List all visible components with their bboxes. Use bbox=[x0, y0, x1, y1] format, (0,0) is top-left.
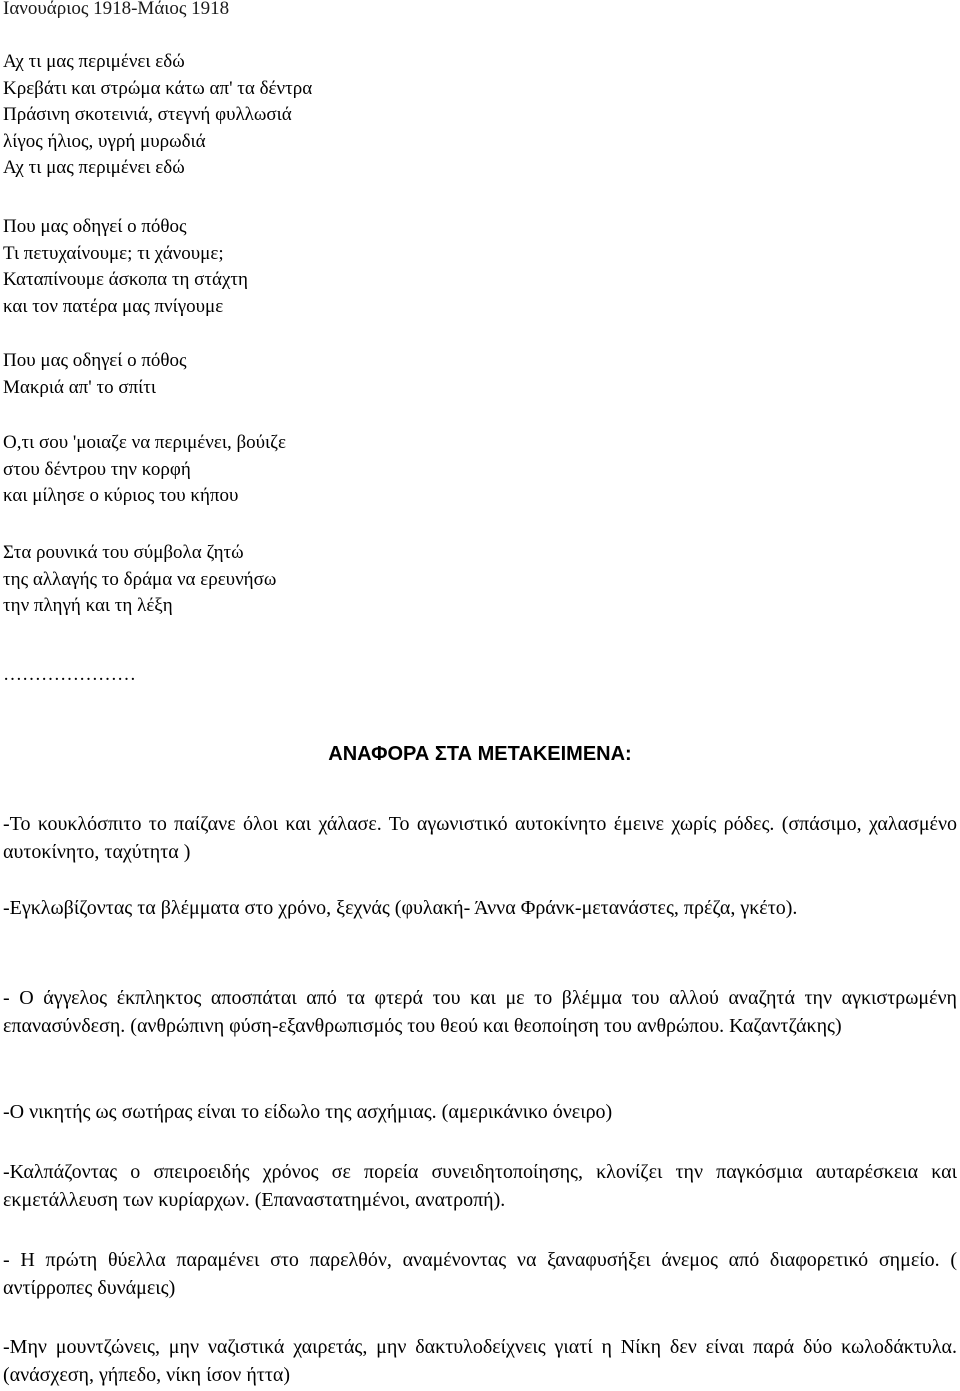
poem-line: Καταπίνουμε άσκοπα τη στάχτη bbox=[3, 269, 248, 291]
poem-line: Που μας οδηγεί ο πόθος bbox=[3, 350, 187, 371]
poem-line: και τον πατέρα μας πνίγουμε bbox=[3, 295, 224, 317]
references-heading: ΑΝΑΦΟΡΑ ΣΤΑ ΜΕΤΑΚΕΙΜΕΝΑ: bbox=[328, 743, 632, 765]
date-range-header: Ιανουάριος 1918-Μάιος 1918 bbox=[3, 0, 230, 19]
reference-paragraph: -Μην μουντζώνεις, μην ναζιστικά χαιρετάς, μην δακτυλοδείχνεις γιατί η Νίκη δεν είναι παρά δύο κωλοδάκτυλα. (ανάσχεση, γήπεδο, νίκη ίσον ήττα) bbox=[3, 1336, 957, 1386]
reference-paragraph: - Ο άγγελος έκπληκτος αποσπάται από τα φτερά του και με το βλέμμα του αλλού αναζητά την αγκιστρωμένη επανασύνδεση. (ανθρώπινη φύση-εξανθρωπισμός του θεού και θεοποίηση του ανθρώπου. Καζαντζάκης) bbox=[3, 987, 957, 1037]
poem-line: της αλλαγής το δράμα να ερευνήσω bbox=[3, 568, 277, 590]
poem-line: Στα ρουνικά του σύμβολα ζητώ bbox=[3, 542, 244, 563]
poem-line: Αχ τι μας περιμένει εδώ bbox=[3, 157, 185, 179]
poem-line: Πράσινη σκοτεινιά, στεγνή φυλλωσιά bbox=[3, 104, 292, 126]
poem-line: στου δέντρου την κορφή bbox=[3, 458, 191, 480]
poem-line: Μακριά απ' το σπίτι bbox=[3, 376, 157, 398]
reference-paragraph: - Η πρώτη θύελλα παραμένει στο παρελθόν, αναμένοντας να ξαναφυσήξει άνεμος από διαφορετικό σημείο. ( αντίρροπες δυνάμεις) bbox=[3, 1249, 957, 1299]
poem-line: την πληγή και τη λέξη bbox=[3, 595, 173, 617]
poem-line: Ο,τι σου 'μοιαζε να περιμένει, βούιζε bbox=[3, 432, 286, 453]
poem-line: Που μας οδηγεί ο πόθος bbox=[3, 216, 187, 237]
poem-stanza-5 bbox=[3, 540, 276, 620]
poem-line: και μίλησε ο κύριος του κήπου bbox=[3, 485, 239, 507]
poem-stanza-2 bbox=[3, 214, 248, 320]
reference-paragraph: -Εγκλωβίζοντας τα βλέμματα στο χρόνο, ξεχνάς (φυλακή- Άννα Φράνκ-μετανάστες, πρέζα, γκέτο). bbox=[3, 897, 798, 919]
poem-line: Κρεβάτι και στρώμα κάτω απ' τα δέντρα bbox=[3, 77, 313, 99]
poem-stanza-4 bbox=[3, 430, 286, 510]
ellipsis-separator: ………………… bbox=[3, 664, 136, 685]
reference-paragraph: -Το κουκλόσπιτο το παίζανε όλοι και χάλασε. Το αγωνιστικό αυτοκίνητο έμεινε χωρίς ρόδες. (σπάσιμο, χαλασμένο αυτοκίνητο, ταχύτητα ) bbox=[3, 813, 957, 863]
poem-line: λίγος ήλιος, υγρή μυρωδιά bbox=[3, 130, 206, 152]
poem-stanza-3 bbox=[3, 348, 187, 401]
poem-stanza-1 bbox=[3, 49, 312, 182]
reference-paragraph: -Ο νικητής ως σωτήρας είναι το είδωλο της ασχήμιας. (αμερικάνικο όνειρο) bbox=[3, 1101, 613, 1123]
poem-line: Αχ τι μας περιμένει εδώ bbox=[3, 51, 185, 72]
reference-paragraph: -Καλπάζοντας ο σπειροειδής χρόνος σε πορεία συνειδητοποίησης, κλονίζει την παγκόσμια αυταρέσκεια και εκμετάλλευση των κυρίαρχων. (Επαναστατημένοι, ανατροπή). bbox=[3, 1161, 957, 1211]
poem-line: Τι πετυχαίνουμε; τι χάνουμε; bbox=[3, 242, 224, 264]
